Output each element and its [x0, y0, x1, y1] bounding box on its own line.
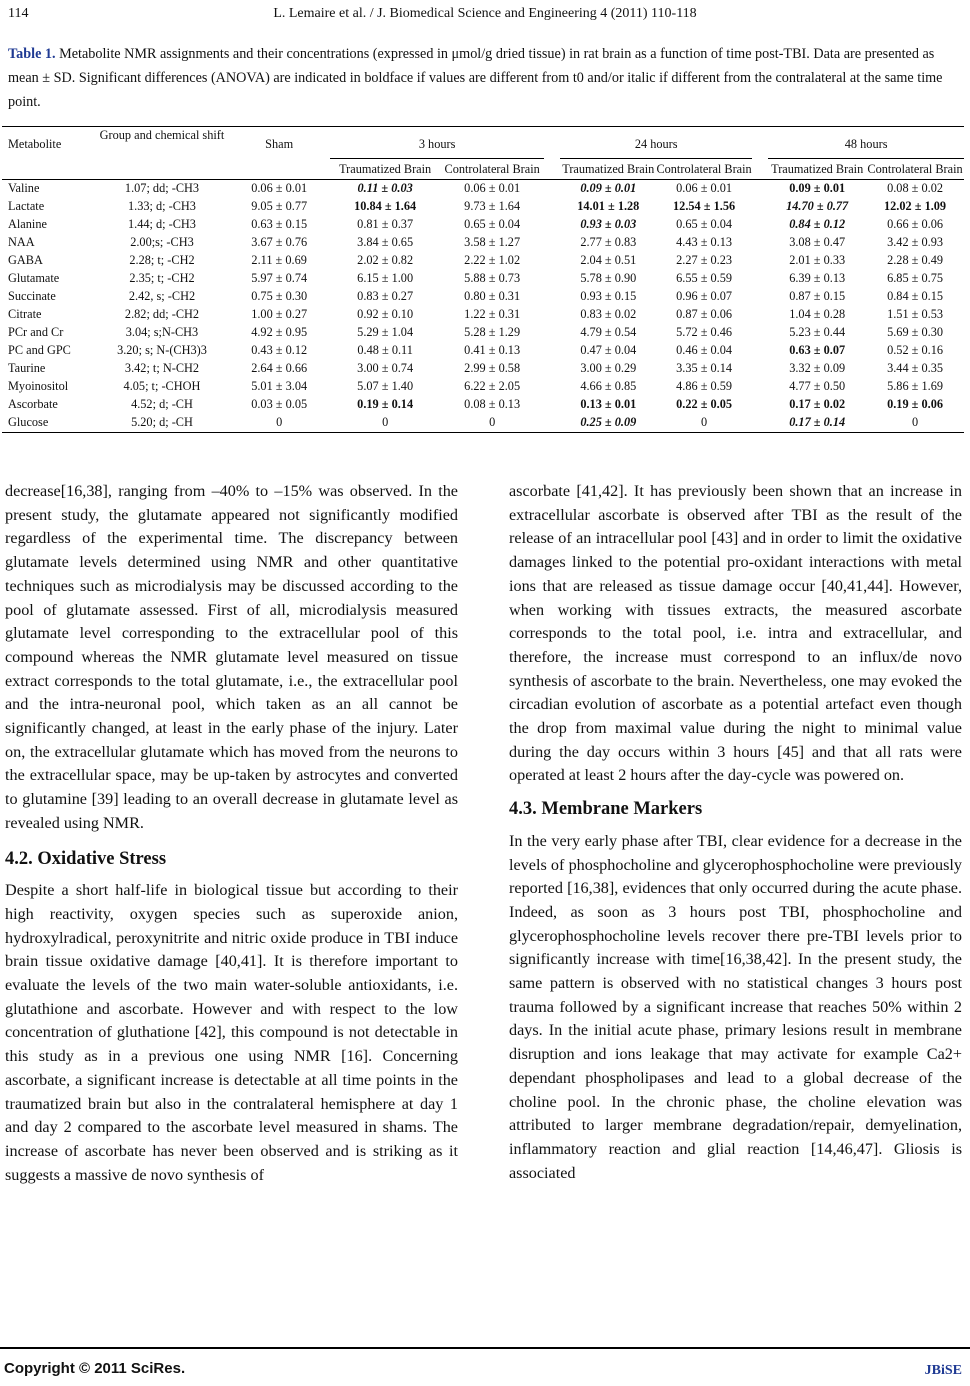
- cell-contra-24h: 0.46 ± 0.04: [676, 343, 733, 357]
- cell-contra-3h: 0.41 ± 0.13: [464, 343, 521, 357]
- cell-contra-48h: 0.66 ± 0.06: [887, 217, 944, 231]
- table-row: [2, 306, 964, 324]
- table-row: [2, 360, 964, 378]
- table-caption: [8, 42, 963, 114]
- cell-trauma-24h: 14.01 ± 1.28: [577, 199, 640, 213]
- cell-shift: 4.52; d; -CH: [131, 397, 193, 411]
- body-paragraph: Despite a short half-life in biological tissue but according to their high reactivity, oxygen species such as superoxide anion, hydroxylradical, peroxynitrite and nitric oxide produce in TBI induce brain tissue oxidative damage [40,41]. It is therefore important to evaluate the levels of the two main water-soluble antioxidants, i.e. glutathione and ascorbate. However and with respect to the low concentration of gluthatione [42], this compound is not detectable in this study as in a previous one using NMR [16]. Concerning ascorbate, a significant increase is detectable at all time points in the traumatized brain but also in the contralateral hemisphere at day 1 and day 2 compared to the ascorbate level measured in shams. The increase of ascorbate has never been observed and is striking as it suggests a massive de novo synthesis of: [5, 881, 458, 1184]
- col-header-3h: 3 hours: [330, 127, 544, 159]
- cell-shift: 2.35; t; -CH2: [129, 271, 195, 285]
- cell-contra-3h: 0.80 ± 0.31: [464, 289, 521, 303]
- cell-contra-48h: 6.85 ± 0.75: [887, 271, 944, 285]
- table-row: [2, 180, 964, 199]
- cell-metabolite: PC and GPC: [8, 343, 71, 357]
- cell-metabolite: Taurine: [8, 361, 46, 375]
- cell-shift: 1.44; d; -CH3: [127, 217, 196, 231]
- cell-trauma-48h: 0.17 ± 0.02: [789, 397, 846, 411]
- cell-trauma-48h: 5.23 ± 0.44: [789, 325, 846, 339]
- journal-abbrev: JBiSE: [924, 1363, 962, 1378]
- cell-contra-24h: 2.27 ± 0.23: [676, 253, 733, 267]
- cell-contra-3h: 6.22 ± 2.05: [464, 379, 521, 393]
- cell-trauma-24h: 4.79 ± 0.54: [580, 325, 637, 339]
- cell-contra-48h: 0.84 ± 0.15: [887, 289, 944, 303]
- table-row: [2, 252, 964, 270]
- cell-trauma-24h: 0.93 ± 0.03: [580, 217, 637, 231]
- cell-trauma-3h: 0.92 ± 0.10: [357, 307, 414, 321]
- cell-contra-3h: 5.28 ± 1.29: [464, 325, 521, 339]
- cell-trauma-3h: 2.02 ± 0.82: [357, 253, 414, 267]
- cell-contra-48h: 0.19 ± 0.06: [887, 397, 944, 411]
- cell-trauma-48h: 3.32 ± 0.09: [789, 361, 846, 375]
- cell-shift: 2.82; dd; -CH2: [124, 307, 200, 321]
- cell-sham: 0.63 ± 0.15: [251, 217, 308, 231]
- cell-metabolite: Alanine: [8, 217, 47, 231]
- cell-shift: 5.20; d; -CH: [96, 414, 228, 433]
- col-header-group: Group and chemical shift: [96, 127, 228, 180]
- cell-trauma-48h: 6.39 ± 0.13: [789, 271, 846, 285]
- cell-contra-24h: 0.96 ± 0.07: [676, 289, 733, 303]
- cell-trauma-48h: 3.08 ± 0.47: [789, 235, 846, 249]
- cell-contra-3h: 0.65 ± 0.04: [464, 217, 521, 231]
- cell-sham: 5.97 ± 0.74: [251, 271, 308, 285]
- subheader-traumatized-48h: Traumatized Brain: [771, 162, 864, 176]
- cell-sham: 9.05 ± 0.77: [251, 199, 308, 213]
- body-paragraph: decrease[16,38], ranging from –40% to –15% was observed. In the present study, the glutamate appeared not significantly modified regardless of the experimental time. The discrepancy between glutamate levels determined using NMR and other quantitative techniques such as microdialysis may be discussed according to the pool of glutamate assessed. First of all, microdialysis measured glutamate level corresponding to the extracellular pool of this compound whereas the NMR glutamate level measured on tissue extract corresponds to the total glutamate, i.e., the extracellular pool and the intra-neuronal pool, which taken as an all cannot be significantly changed, at least in the early phase of the injury. Later on, the extracellular glutamate which has moved from the neurons to the extracellular space, may be up-taken by astrocytes and converted to glutamine [39] leading to an overall decrease in glutamate level as revealed using NMR.: [5, 482, 458, 832]
- cell-contra-24h: 5.72 ± 0.46: [676, 325, 733, 339]
- subheader-traumatized-24h: Traumatized Brain: [562, 162, 655, 176]
- col-header-24h: 24 hours: [560, 127, 752, 159]
- cell-contra-48h: 0.52 ± 0.16: [887, 343, 944, 357]
- cell-trauma-24h: 2.04 ± 0.51: [580, 253, 637, 267]
- table-row: [2, 270, 964, 288]
- cell-trauma-3h: 5.29 ± 1.04: [357, 325, 414, 339]
- cell-trauma-48h: 1.04 ± 0.28: [789, 307, 846, 321]
- cell-metabolite: Succinate: [8, 289, 56, 303]
- cell-contra-48h: 3.44 ± 0.35: [887, 361, 944, 375]
- cell-sham: 2.11 ± 0.69: [251, 253, 307, 267]
- cell-contra-3h: 3.58 ± 1.27: [464, 235, 521, 249]
- copyright-text: Copyright © 2011 SciRes.: [4, 1360, 186, 1377]
- metabolite-table: [2, 126, 964, 433]
- cell-shift: 3.42; t; N-CH2: [124, 361, 200, 375]
- page-footer: [4, 1360, 962, 1382]
- cell-trauma-24h: 0.13 ± 0.01: [580, 397, 637, 411]
- cell-trauma-48h: 0.84 ± 0.12: [789, 217, 846, 231]
- cell-metabolite: PCr and Cr: [8, 325, 64, 339]
- cell-contra-24h: 0.22 ± 0.05: [676, 397, 733, 411]
- table-row: [2, 234, 964, 252]
- cell-contra-24h: 4.43 ± 0.13: [676, 235, 733, 249]
- cell-trauma-48h: 2.01 ± 0.33: [789, 253, 846, 267]
- cell-trauma-48h: 4.77 ± 0.50: [789, 379, 846, 393]
- cell-shift: 2.28; t; -CH2: [129, 253, 195, 267]
- cell-trauma-3h: 5.07 ± 1.40: [357, 379, 414, 393]
- cell-trauma-48h: 14.70 ± 0.77: [786, 199, 849, 213]
- cell-contra-48h: 2.28 ± 0.49: [887, 253, 944, 267]
- cell-metabolite: Glutamate: [8, 271, 60, 285]
- cell-sham: 0: [228, 414, 330, 433]
- cell-trauma-24h: 0.93 ± 0.15: [580, 289, 637, 303]
- section-heading-membrane-markers: 4.3. Membrane Markers: [509, 799, 703, 820]
- cell-contra-24h: 12.54 ± 1.56: [673, 199, 736, 213]
- cell-shift: 1.33; d; -CH3: [127, 199, 196, 213]
- running-head: L. Lemaire et al. / J. Biomedical Science and Engineering 4 (2011) 110-118: [273, 6, 697, 21]
- cell-trauma-24h: 0.47 ± 0.04: [580, 343, 637, 357]
- cell-trauma-24h: 0.83 ± 0.02: [580, 307, 637, 321]
- table-row: [2, 378, 964, 396]
- table-caption-text: Metabolite NMR assignments and their concentrations (expressed in μmol/g dried tissue) in rat brain as a function of time post-TBI. Data are presented as mean ± SD. Significant differences (ANOVA) are indicated in boldface if values are different from t0 and/or italic if different from the contralateral at the same time point.: [8, 46, 943, 110]
- cell-metabolite: Lactate: [8, 199, 45, 213]
- cell-metabolite: Valine: [8, 181, 40, 195]
- table-row: [2, 414, 964, 433]
- cell-metabolite: Glucose: [2, 414, 96, 433]
- cell-trauma-3h: 3.84 ± 0.65: [357, 235, 414, 249]
- cell-sham: 4.92 ± 0.95: [251, 325, 308, 339]
- col-header-sham: Sham: [228, 127, 330, 180]
- cell-trauma-24h: 0.09 ± 0.01: [580, 181, 637, 195]
- cell-contra-48h: 5.69 ± 0.30: [887, 325, 944, 339]
- cell-contra-24h: 0.65 ± 0.04: [676, 217, 733, 231]
- cell-contra-24h: 0.87 ± 0.06: [676, 307, 733, 321]
- section-heading-oxidative-stress: 4.2. Oxidative Stress: [5, 848, 167, 869]
- cell-contra-24h: 3.35 ± 0.14: [676, 361, 733, 375]
- cell-sham: 0.06 ± 0.01: [251, 181, 308, 195]
- cell-contra-3h: 0.06 ± 0.01: [464, 181, 521, 195]
- subheader-contralateral-3h: Controlateral Brain: [444, 162, 540, 176]
- cell-metabolite: Myoinositol: [8, 379, 69, 393]
- table-row: [2, 198, 964, 216]
- cell-shift: 2.00;s; -CH3: [130, 235, 194, 249]
- body-paragraph: ascorbate [41,42]. It has previously been shown that an increase in extracellular ascorbate is observed after TBI as the result of the release of an intracellular pool [43] and in order to limit the oxidative damages linked to the potential pro-oxidant interactions with metal ions that are released as tissue damage occur [40,41,44]. However, when working with tissues extracts, the measured ascorbate corresponds to the total pool, i.e. intra and extracellular, and therefore, the increase must correspond to an influx/de novo synthesis of ascorbate to the brain. Nevertheless, one may evoked the circadian evolution of ascorbate as a potential artefact even though the drop from maximal value during the night to minimal value during the day occurs within 3 hours [45] and that all rats were operated at least 2 hours after the day-cycle was powered on.: [509, 482, 962, 785]
- cell-trauma-48h: 0.17 ± 0.14: [768, 414, 866, 433]
- cell-trauma-3h: 0: [330, 414, 440, 433]
- col-header-metabolite: Metabolite: [2, 127, 96, 180]
- cell-contra-3h: 0.08 ± 0.13: [464, 397, 521, 411]
- body-paragraph: In the very early phase after TBI, clear evidence for a decrease in the levels of phosphocholine and glycerophosphocholine were previously reported [16,38], evidences that only occurred during the acute phase. Indeed, as soon as 3 hours post TBI, phosphocholine and glycerophosphocholine levels recover there pre-TBI levels prior to significantly increase with time[16,38,42]. In the present study, the same pattern is observed with no statistical changes 3 hours post trauma followed by a significant increase that reaches 50% within 2 days. In the initial acute phase, primary lesions result in membrane disruption and ions leakage that may activate for example Ca2+ dependant phospholipases and lead to a global decrease of the choline pool. In the chronic phase, the choline elevation was attributed to larger membrane degradation/repair, demyelination, inflammatory reaction and glial reaction [14,46,47]. Gliosis is associated: [509, 831, 962, 1182]
- cell-contra-24h: 0.06 ± 0.01: [676, 181, 733, 195]
- table-row: [2, 324, 964, 342]
- cell-metabolite: GABA: [8, 253, 43, 267]
- cell-trauma-3h: 0.48 ± 0.11: [357, 343, 413, 357]
- cell-trauma-24h: 4.66 ± 0.85: [580, 379, 637, 393]
- cell-contra-3h: 9.73 ± 1.64: [464, 199, 521, 213]
- table-row: [2, 396, 964, 414]
- table-caption-label: Table 1.: [8, 46, 56, 62]
- cell-trauma-3h: 3.00 ± 0.74: [357, 361, 414, 375]
- cell-trauma-3h: 0.19 ± 0.14: [357, 397, 414, 411]
- cell-sham: 0.75 ± 0.30: [251, 289, 308, 303]
- cell-sham: 0.43 ± 0.12: [251, 343, 308, 357]
- cell-shift: 2.42, s; -CH2: [128, 289, 196, 303]
- table-row: [2, 342, 964, 360]
- left-column: [5, 480, 458, 1187]
- table-row: [2, 216, 964, 234]
- cell-trauma-48h: 0.63 ± 0.07: [789, 343, 846, 357]
- cell-contra-48h: 3.42 ± 0.93: [887, 235, 944, 249]
- cell-contra-3h: 1.22 ± 0.31: [464, 307, 521, 321]
- cell-shift: 4.05; t; -CHOH: [123, 379, 201, 393]
- cell-contra-3h: 2.22 ± 1.02: [464, 253, 521, 267]
- cell-sham: 2.64 ± 0.66: [251, 361, 308, 375]
- cell-trauma-3h: 10.84 ± 1.64: [354, 199, 417, 213]
- page-number: 114: [8, 6, 29, 21]
- cell-trauma-3h: 0.81 ± 0.37: [357, 217, 414, 231]
- cell-trauma-24h: 0.25 ± 0.09: [560, 414, 656, 433]
- cell-trauma-24h: 2.77 ± 0.83: [580, 235, 637, 249]
- subheader-contralateral-48h: Controlateral Brain: [867, 162, 963, 176]
- subheader-contralateral-24h: Controlateral Brain: [656, 162, 752, 176]
- cell-contra-48h: 5.86 ± 1.69: [887, 379, 944, 393]
- cell-metabolite: Citrate: [8, 307, 42, 321]
- cell-trauma-3h: 0.11 ± 0.03: [357, 181, 413, 195]
- cell-trauma-3h: 6.15 ± 1.00: [357, 271, 414, 285]
- cell-contra-3h: 5.88 ± 0.73: [464, 271, 521, 285]
- subheader-traumatized-3h: Traumatized Brain: [339, 162, 432, 176]
- cell-shift: 1.07; dd; -CH3: [124, 181, 200, 195]
- cell-contra-24h: 6.55 ± 0.59: [676, 271, 733, 285]
- cell-contra-24h: 4.86 ± 0.59: [676, 379, 733, 393]
- right-column: [509, 480, 962, 1185]
- cell-contra-48h: 12.02 ± 1.09: [884, 199, 947, 213]
- cell-shift: 3.04; s;N-CH3: [125, 325, 199, 339]
- cell-sham: 0.03 ± 0.05: [251, 397, 308, 411]
- cell-contra-48h: 0.08 ± 0.02: [887, 181, 944, 195]
- table-row: [2, 288, 964, 306]
- cell-metabolite: Ascorbate: [8, 397, 58, 411]
- cell-trauma-24h: 3.00 ± 0.29: [580, 361, 637, 375]
- cell-contra-3h: 2.99 ± 0.58: [464, 361, 521, 375]
- footer-rule: [0, 1347, 970, 1349]
- cell-trauma-24h: 5.78 ± 0.90: [580, 271, 637, 285]
- cell-contra-48h: 1.51 ± 0.53: [887, 307, 944, 321]
- cell-shift: 3.20; s; N-(CH3)3: [117, 343, 207, 357]
- cell-sham: 5.01 ± 3.04: [251, 379, 308, 393]
- col-header-48h: 48 hours: [768, 127, 964, 159]
- cell-trauma-48h: 0.87 ± 0.15: [789, 289, 846, 303]
- cell-contra-48h: 0: [866, 414, 964, 433]
- cell-sham: 3.67 ± 0.76: [251, 235, 308, 249]
- cell-sham: 1.00 ± 0.27: [251, 307, 308, 321]
- cell-contra-3h: 0: [440, 414, 544, 433]
- cell-metabolite: NAA: [8, 235, 35, 249]
- cell-contra-24h: 0: [656, 414, 752, 433]
- cell-trauma-48h: 0.09 ± 0.01: [789, 181, 846, 195]
- cell-trauma-3h: 0.83 ± 0.27: [357, 289, 414, 303]
